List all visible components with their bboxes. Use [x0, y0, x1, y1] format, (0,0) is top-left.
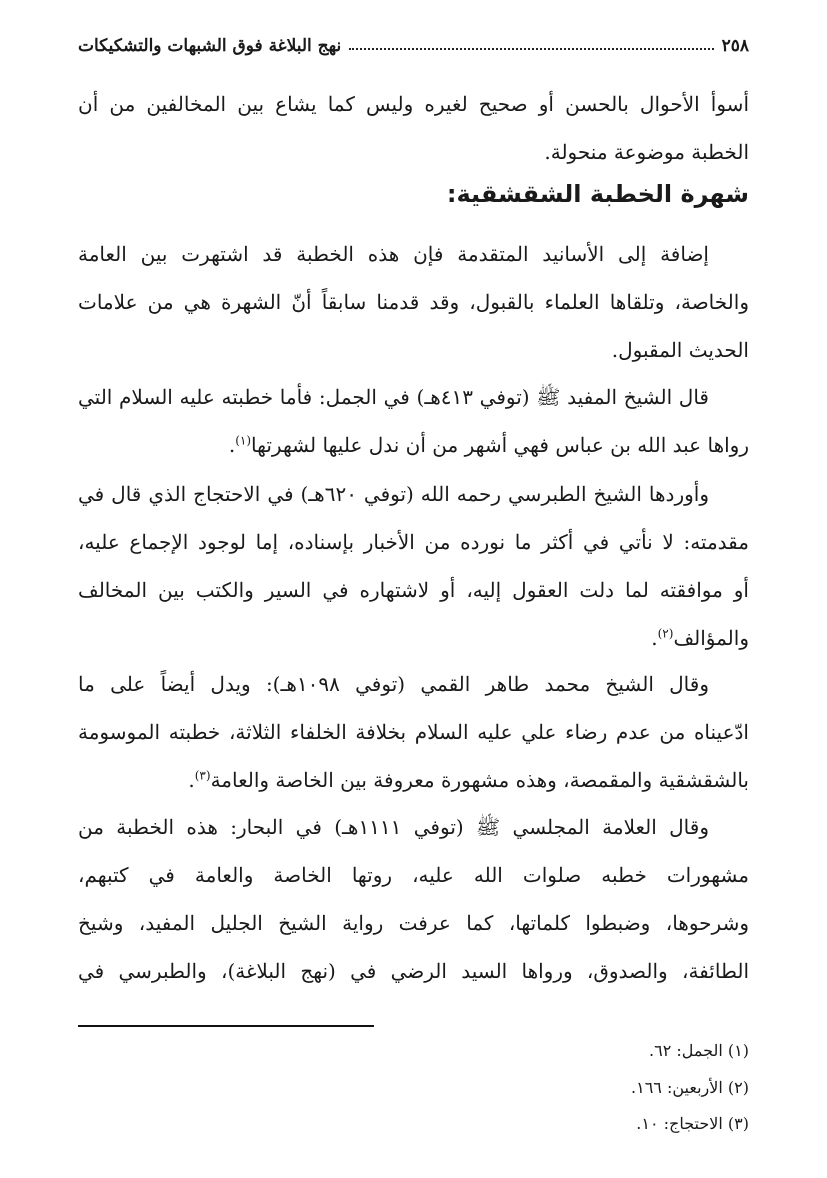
text-run: والمؤالف: [673, 626, 749, 650]
running-title: نهج البلاغة فوق الشبهات والتشكيكات: [78, 36, 342, 56]
header-dot-leader: [349, 48, 713, 50]
text-run: بالشقشقية والمقمصة، وهذه مشهورة معروفة بين الخاصة والعامة: [210, 768, 749, 792]
text-line: وقال الشيخ محمد طاهر القمي (توفي ١٠٩٨هـ): ويدل أيضاً على ما: [78, 672, 709, 696]
text-line: الخطبة موضوعة منحولة.: [544, 140, 749, 164]
section-heading-colon: :: [446, 180, 457, 208]
running-header: [78, 32, 749, 60]
footnote: (١) الجمل: ٦٢.: [649, 1041, 749, 1060]
text-line: [78, 614, 749, 662]
text-line: ادّعيناه من عدم رضاء علي عليه السلام بخلافة الخلفاء الثلاثة، خطبته الموسومة: [78, 720, 749, 744]
page-number: ٢٥٨: [721, 36, 749, 56]
text-run: رواها عبد الله بن عباس فهي أشهر من أن ندل عليها لشهرتها: [251, 433, 749, 457]
text-line: أسوأ الأحوال بالحسن أو صحيح لغيره وليس كما يشاع بين المخالفين من أن: [78, 92, 749, 116]
text-line: وأوردها الشيخ الطبرسي رحمه الله (توفي ٦٢٠هـ) في الاحتجاج الذي قال في: [78, 482, 709, 506]
paragraph-5: [78, 660, 749, 804]
text-line: الطائفة، والصدوق، ورواها السيد الرضي في (نهج البلاغة)، والطبرسي في: [78, 959, 749, 983]
paragraph-3: [78, 373, 749, 469]
text-line: الحديث المقبول.: [611, 338, 749, 362]
section-heading-text: شهرة الخطبة الشقشقية: [456, 180, 749, 208]
text-run: .: [651, 626, 658, 650]
text-run: .: [188, 768, 195, 792]
section-heading: [447, 180, 749, 208]
text-run: .: [228, 433, 236, 457]
text-line: وقال العلامة المجلسي ﷺ (توفي ١١١١هـ) في البحار: هذه الخطبة من: [78, 815, 709, 839]
footnote-ref: (٣): [194, 768, 211, 783]
paragraph-6: [78, 803, 749, 995]
footnote: (٣) الاحتجاج: ١٠.: [636, 1114, 749, 1133]
footnote-ref: (٢): [657, 626, 674, 641]
text-line: إضافة إلى الأسانيد المتقدمة فإن هذه الخطبة قد اشتهرت بين العامة: [78, 242, 709, 266]
footnote-ref: (١): [235, 433, 252, 448]
paragraph-4: [78, 470, 749, 662]
text-line: والخاصة، وتلقاها العلماء بالقبول، وقد قدمنا سابقاً أنّ الشهرة هي من علامات: [78, 290, 749, 314]
text-line: أو موافقته لما دلت العقول إليه، أو لاشتهاره في السير والكتب بين المخالف: [78, 578, 749, 602]
paragraph-1: [78, 80, 749, 176]
text-line: مقدمته: لا نأتي في أكثر ما نورده من الأخبار بإسناده، إما لوجود الإجماع عليه،: [78, 530, 749, 554]
paragraph-2: [78, 230, 749, 374]
text-line: مشهورات خطبه صلوات الله عليه، روتها الخاصة والعامة في كتبهم،: [78, 863, 749, 887]
text-line: وشرحوها، وضبطوا كلماتها، كما عرفت رواية الشيخ الجليل المفيد، وشيخ: [78, 911, 749, 935]
footnote-separator: [78, 1025, 374, 1027]
text-line: [78, 421, 749, 469]
text-line: قال الشيخ المفيد ﷺ (توفي ٤١٣هـ) في الجمل: فأما خطبته عليه السلام التي: [78, 385, 709, 409]
footnote: (٢) الأربعين: ١٦٦.: [631, 1078, 749, 1097]
text-line: [78, 756, 749, 804]
